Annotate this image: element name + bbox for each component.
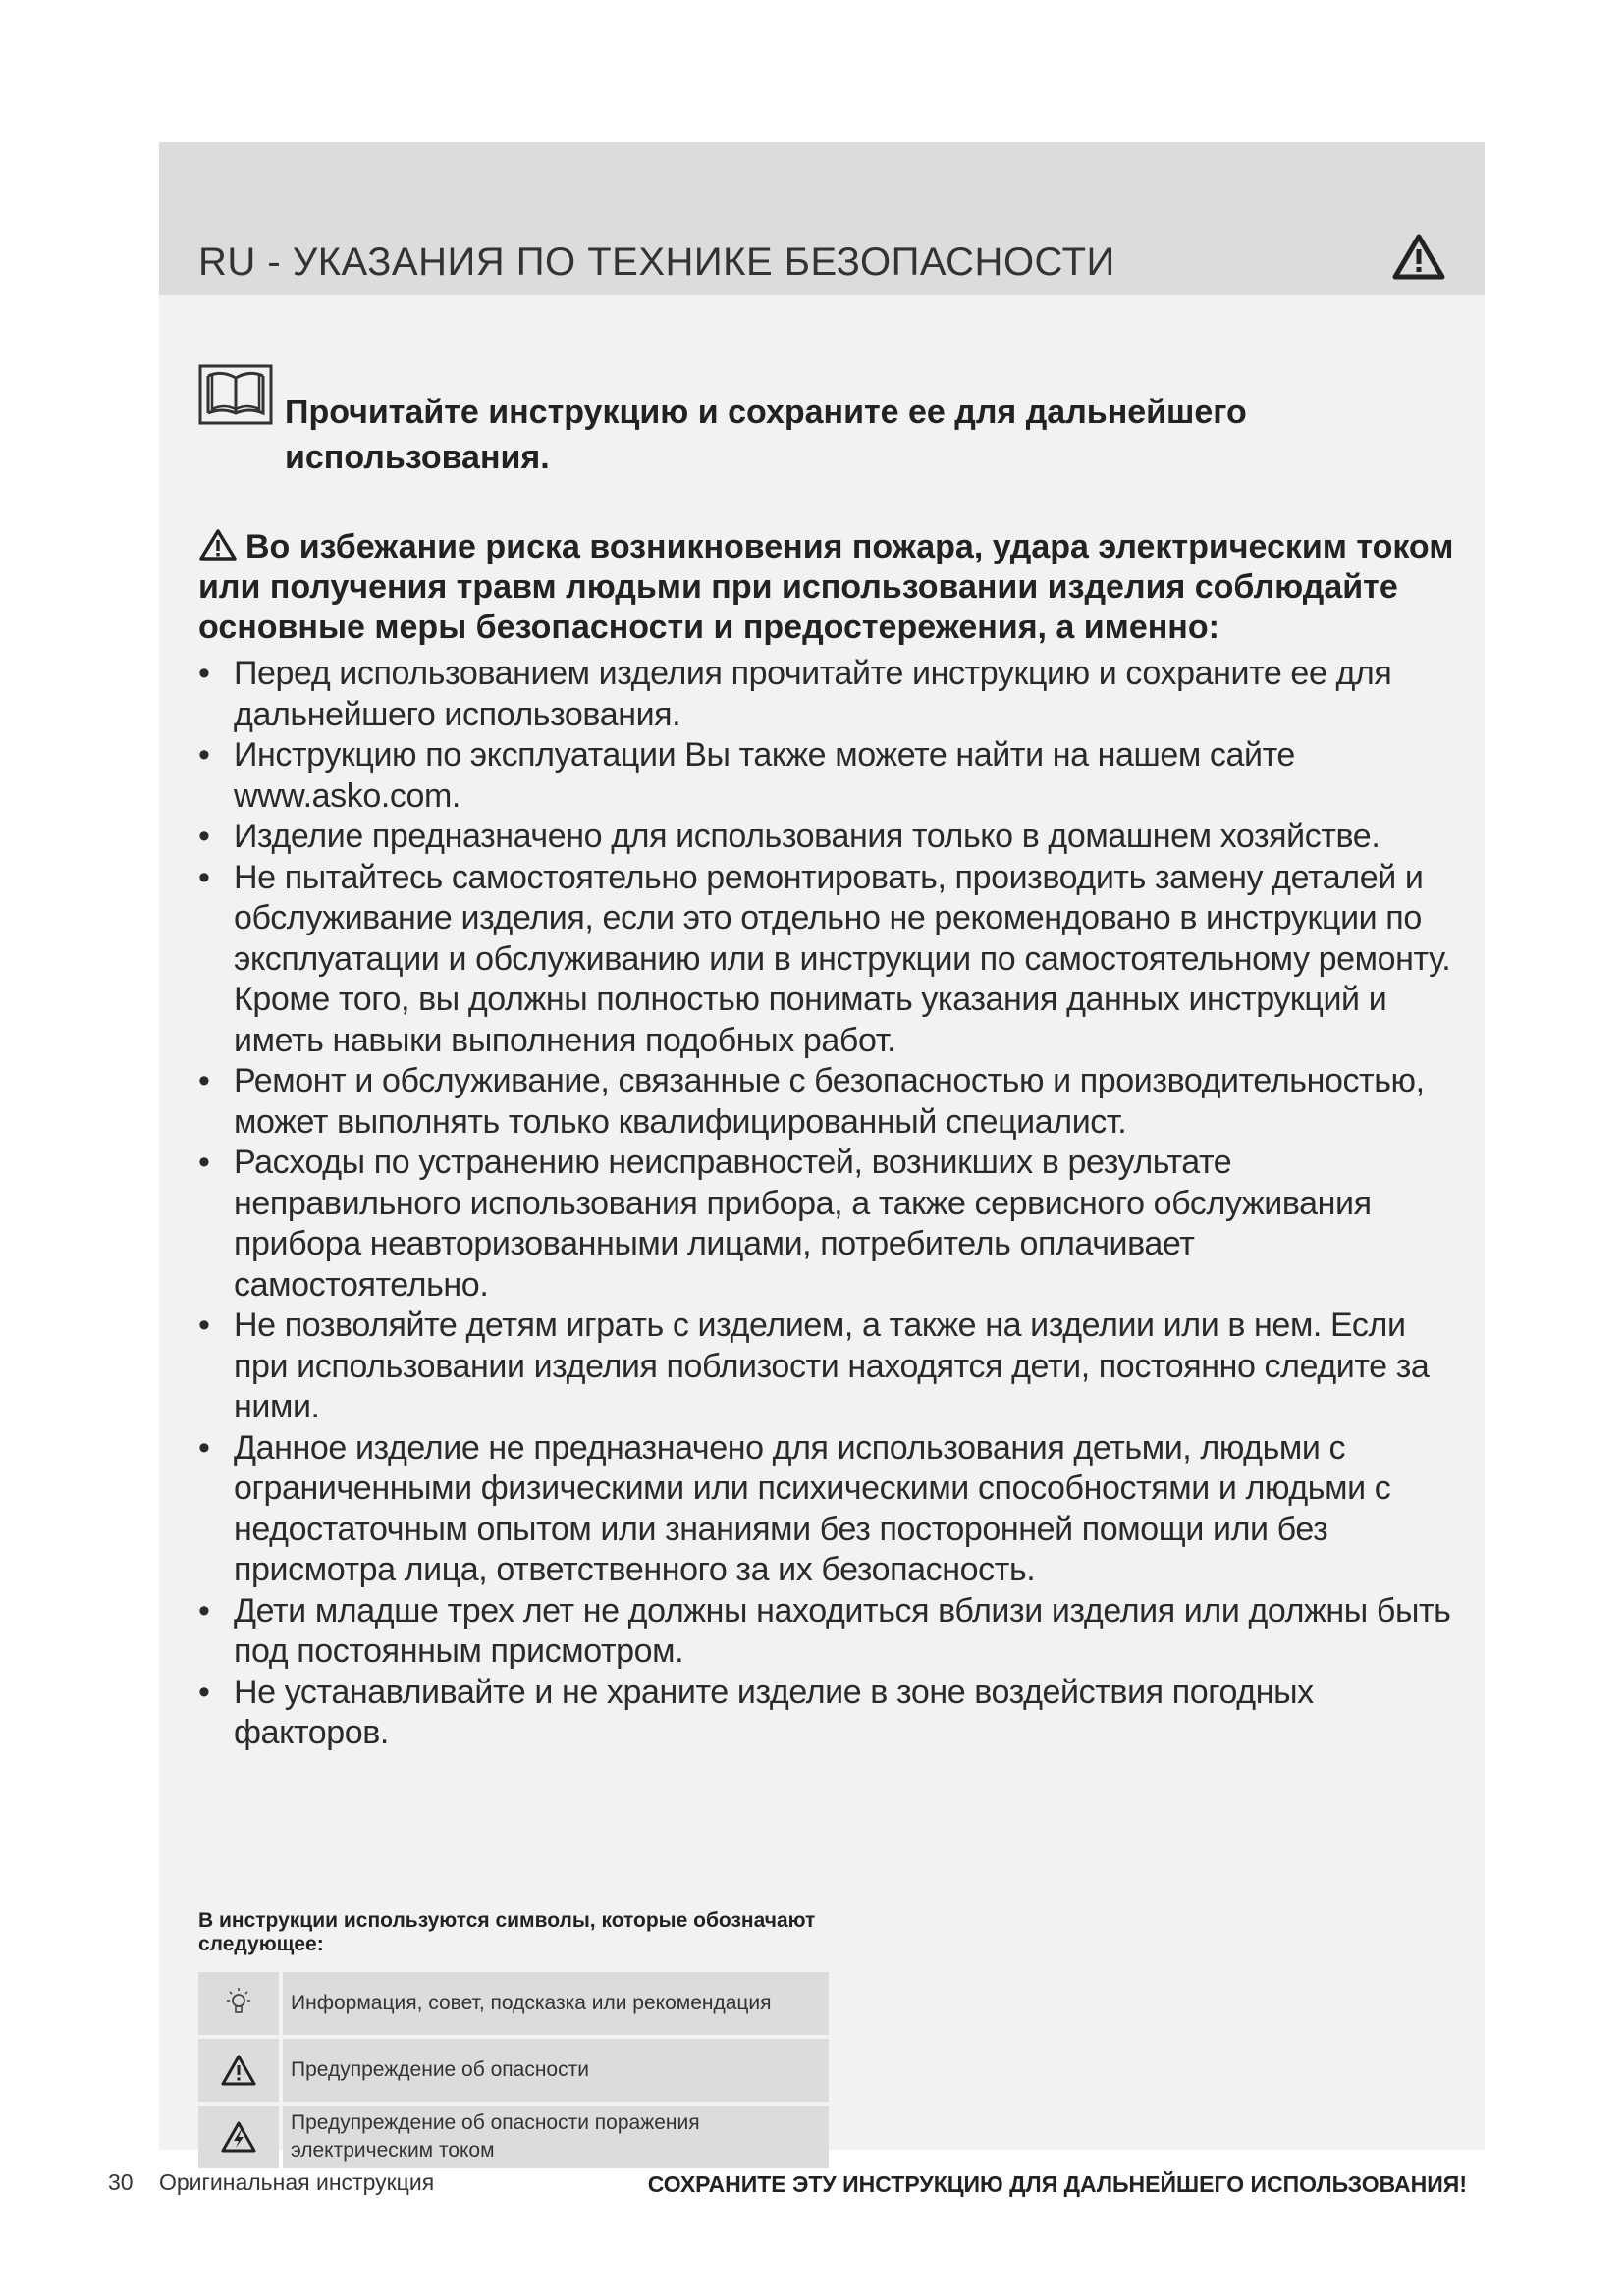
book-icon <box>198 364 273 425</box>
list-item: • Не позволяйте детям играть с изделием, а также на изделии или в нем. Если при использовании изделия поблизости находятся дети, постоянно следите за ними. <box>198 1306 1455 1428</box>
list-item: • Не устанавливайте и не храните изделие в зоне воздействия погодных факторов. <box>198 1673 1455 1754</box>
warning-triangle-icon <box>1392 233 1445 280</box>
read-notice-text: Прочитайте инструкцию и сохраните ее для дальнейшего использования. <box>285 394 1247 476</box>
save-note: СОХРАНИТЕ ЭТУ ИНСТРУКЦИЮ ДЛЯ ДАЛЬНЕЙШЕГО ИСПОЛЬЗОВАНИЯ! <box>647 2171 1467 2197</box>
symbol-description: Предупреждение об опасности поражения электрическим током <box>283 2106 829 2168</box>
table-row <box>198 2039 829 2102</box>
list-item: • Изделие предназначено для использования только в домашнем хозяйстве. <box>198 817 1455 858</box>
list-item: • Дети младше трех лет не должны находиться вблизи изделия или должны быть под постоянным присмотром. <box>198 1591 1455 1673</box>
list-item: • Перед использованием изделия прочитайте инструкцию и сохраните ее для дальнейшего использования. <box>198 654 1455 735</box>
list-item: • Расходы по устранению неисправностей, возникших в результате неправильного использования прибора, а также сервисного обслуживания прибора неавторизованными лицами, потребитель оплачивает самостоятельно. <box>198 1143 1455 1306</box>
electric-warning-icon <box>220 2120 257 2154</box>
list-item: • Инструкцию по эксплуатации Вы также можете найти на нашем сайте www.asko.com. <box>198 735 1455 817</box>
section-title: RU - УКАЗАНИЯ ПО ТЕХНИКЕ БЕЗОПАСНОСТИ <box>198 240 1115 284</box>
section-header <box>159 142 1485 295</box>
symbol-description: Информация, совет, подсказка или рекомендация <box>283 1972 829 2035</box>
warning-section <box>198 527 1455 1754</box>
page-number: 30 <box>108 2169 134 2195</box>
table-row <box>198 1972 829 2035</box>
original-label: Оригинальная инструкция <box>159 2169 435 2195</box>
symbol-description: Предупреждение об опасности <box>283 2039 829 2102</box>
warning-heading <box>198 527 1455 648</box>
symbols-table <box>194 1968 833 2172</box>
safety-bullet-list <box>198 654 1455 1754</box>
warning-heading-text: Во избежание риска возникновения пожара, удара электрическим током или получения травм людьми при использовании изделия соблюдайте основные меры безопасности и предостережения, а именно: <box>198 528 1454 646</box>
page-footer <box>0 2169 1624 2209</box>
lightbulb-icon <box>221 1986 256 2021</box>
symbols-title: В инструкции используются символы, которые обозначают следующее: <box>198 1909 816 1955</box>
list-item: • Данное изделие не предназначено для использования детьми, людьми с ограниченными физическими или психическими способностями и людьми с недостаточным опытом или знаниями без посторонней помощи или без присмотра лица, ответственного за их безопасность. <box>198 1428 1455 1591</box>
list-item: • Ремонт и обслуживание, связанные с безопасностью и производительностью, может выполнять только квалифицированный специалист. <box>198 1061 1455 1143</box>
warning-triangle-icon <box>220 2054 257 2087</box>
warning-triangle-icon <box>198 528 238 561</box>
list-item: • Не пытайтесь самостоятельно ремонтировать, производить замену деталей и обслуживание изделия, если это отдельно не рекомендовано в инструкции по эксплуатации и обслуживанию или в инструкции по самостоятельному ремонту. Кроме того, вы должны полностью понимать указания данных инструкций и иметь навыки выполнения подобных работ. <box>198 858 1455 1062</box>
symbols-legend <box>198 1909 886 2172</box>
safety-panel <box>159 142 1485 2162</box>
table-row <box>198 2106 829 2168</box>
